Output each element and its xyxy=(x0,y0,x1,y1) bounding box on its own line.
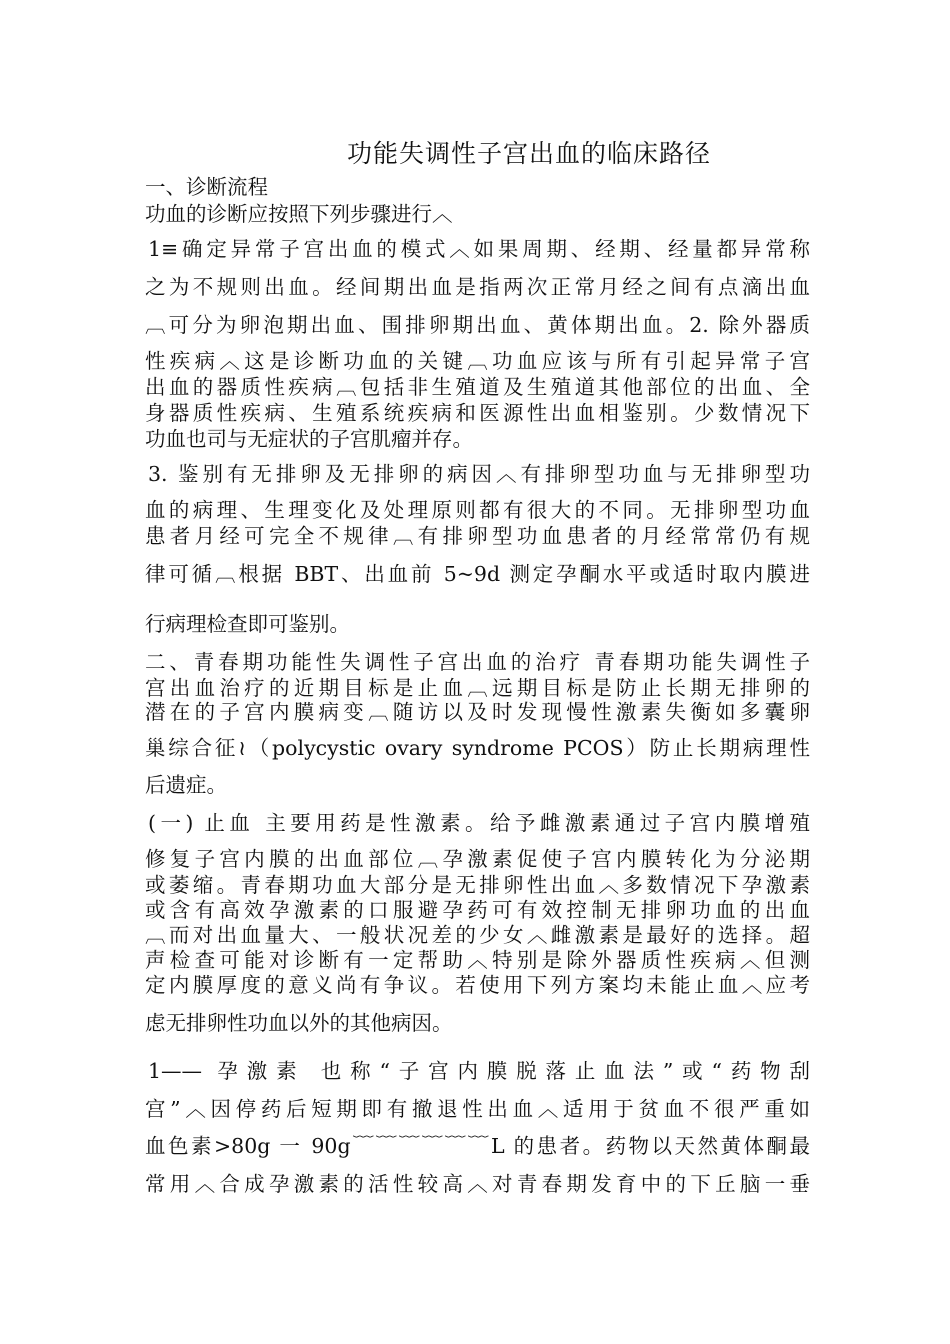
paragraph-line: 血的病理、生理变化及处理原则都有很大的不同。无排卵型功血 xyxy=(145,498,810,522)
paragraph-line: 功血的诊断应按照下列步骤进行︿ xyxy=(145,202,453,226)
paragraph-line: 虑无排卵性功血以外的其他病因。 xyxy=(145,1011,453,1035)
paragraph-line: 身器质性疾病、生殖系统疾病和医源性出血相鉴别。少数情况下 xyxy=(145,401,810,425)
paragraph-line: 后遗症。 xyxy=(145,773,227,797)
paragraph-line: ︹可分为卵泡期出血、围排卵期出血、黄体期出血。2. 除外器质 xyxy=(145,313,810,337)
paragraph-line: 1≡确定异常子宫出血的模式︿如果周期、经期、经量都异常称 xyxy=(148,237,810,261)
paragraph-line: 血色素>80g 一 90g﹋﹋﹋﹋﹋﹋L 的患者。药物以天然黄体酮最 xyxy=(145,1134,810,1158)
paragraph-line: 患者月经可完全不规律︹有排卵型功血患者的月经常常仍有规 xyxy=(145,524,810,548)
document-title: 功能失调性子宫出血的临床路径 xyxy=(347,139,712,168)
paragraph-line: 宫出血治疗的近期目标是止血︹远期目标是防止长期无排卵的 xyxy=(145,676,810,700)
paragraph-line: 或含有高效孕激素的口服避孕药可有效控制无排卵功血的出血 xyxy=(145,898,810,922)
paragraph-line: ︹而对出血量大、一般状况差的少女︿雌激素是最好的选择。超 xyxy=(145,923,810,947)
paragraph-line: (一) 止血 主要用药是性激素。给予雌激素通过子宫内膜增殖 xyxy=(148,811,810,835)
paragraph-line: 修复子宫内膜的出血部位︹孕激素促使子宫内膜转化为分泌期 xyxy=(145,847,810,871)
paragraph-line: 出血的器质性疾病︹包括非生殖道及生殖道其他部位的出血、全 xyxy=(145,375,810,399)
paragraph-line: 常用︿合成孕激素的活性较高︿对青春期发育中的下丘脑一垂 xyxy=(145,1172,810,1196)
paragraph-line: 声检查可能对诊断有一定帮助︿特别是除外器质性疾病︿但测 xyxy=(145,948,810,972)
paragraph-line: 定内膜厚度的意义尚有争议。若使用下列方案均未能止血︿应考 xyxy=(145,973,810,997)
paragraph-line: 宫”︿因停药后短期即有撤退性出血︿适用于贫血不很严重如 xyxy=(145,1097,810,1121)
paragraph-line: 或萎缩。青春期功血大部分是无排卵性出血︿多数情况下孕激素 xyxy=(145,873,810,897)
paragraph-line: 之为不规则出血。经间期出血是指两次正常月经之间有点滴出血 xyxy=(145,275,810,299)
paragraph-line: 1—— 孕激素 也称“子宫内膜脱落止血法”或“药物刮 xyxy=(148,1059,810,1083)
paragraph-line: 律可循︹根据 BBT、出血前 5~9d 测定孕酮水平或适时取内膜进 xyxy=(145,562,810,586)
paragraph-line: 3. 鉴别有无排卵及无排卵的病因︿有排卵型功血与无排卵型功 xyxy=(148,462,810,486)
paragraph-line: 巢综合征≀（polycystic ovary syndrome PCOS）防止长期病理性 xyxy=(145,736,810,760)
section-heading: 一、诊断流程 xyxy=(145,175,268,199)
paragraph-line: 潜在的子宫内膜病变︹随访以及时发现慢性激素失衡如多囊卵 xyxy=(145,700,810,724)
paragraph-line: 功血也司与无症状的子宫肌瘤并存。 xyxy=(145,427,473,451)
section-heading-line: 二、青春期功能性失调性子宫出血的治疗 青春期功能失调性子 xyxy=(145,650,810,674)
paragraph-line: 性疾病︿这是诊断功血的关键︹功血应该与所有引起异常子宫 xyxy=(145,349,810,373)
paragraph-line: 行病理检查即可鉴别。 xyxy=(145,612,350,636)
